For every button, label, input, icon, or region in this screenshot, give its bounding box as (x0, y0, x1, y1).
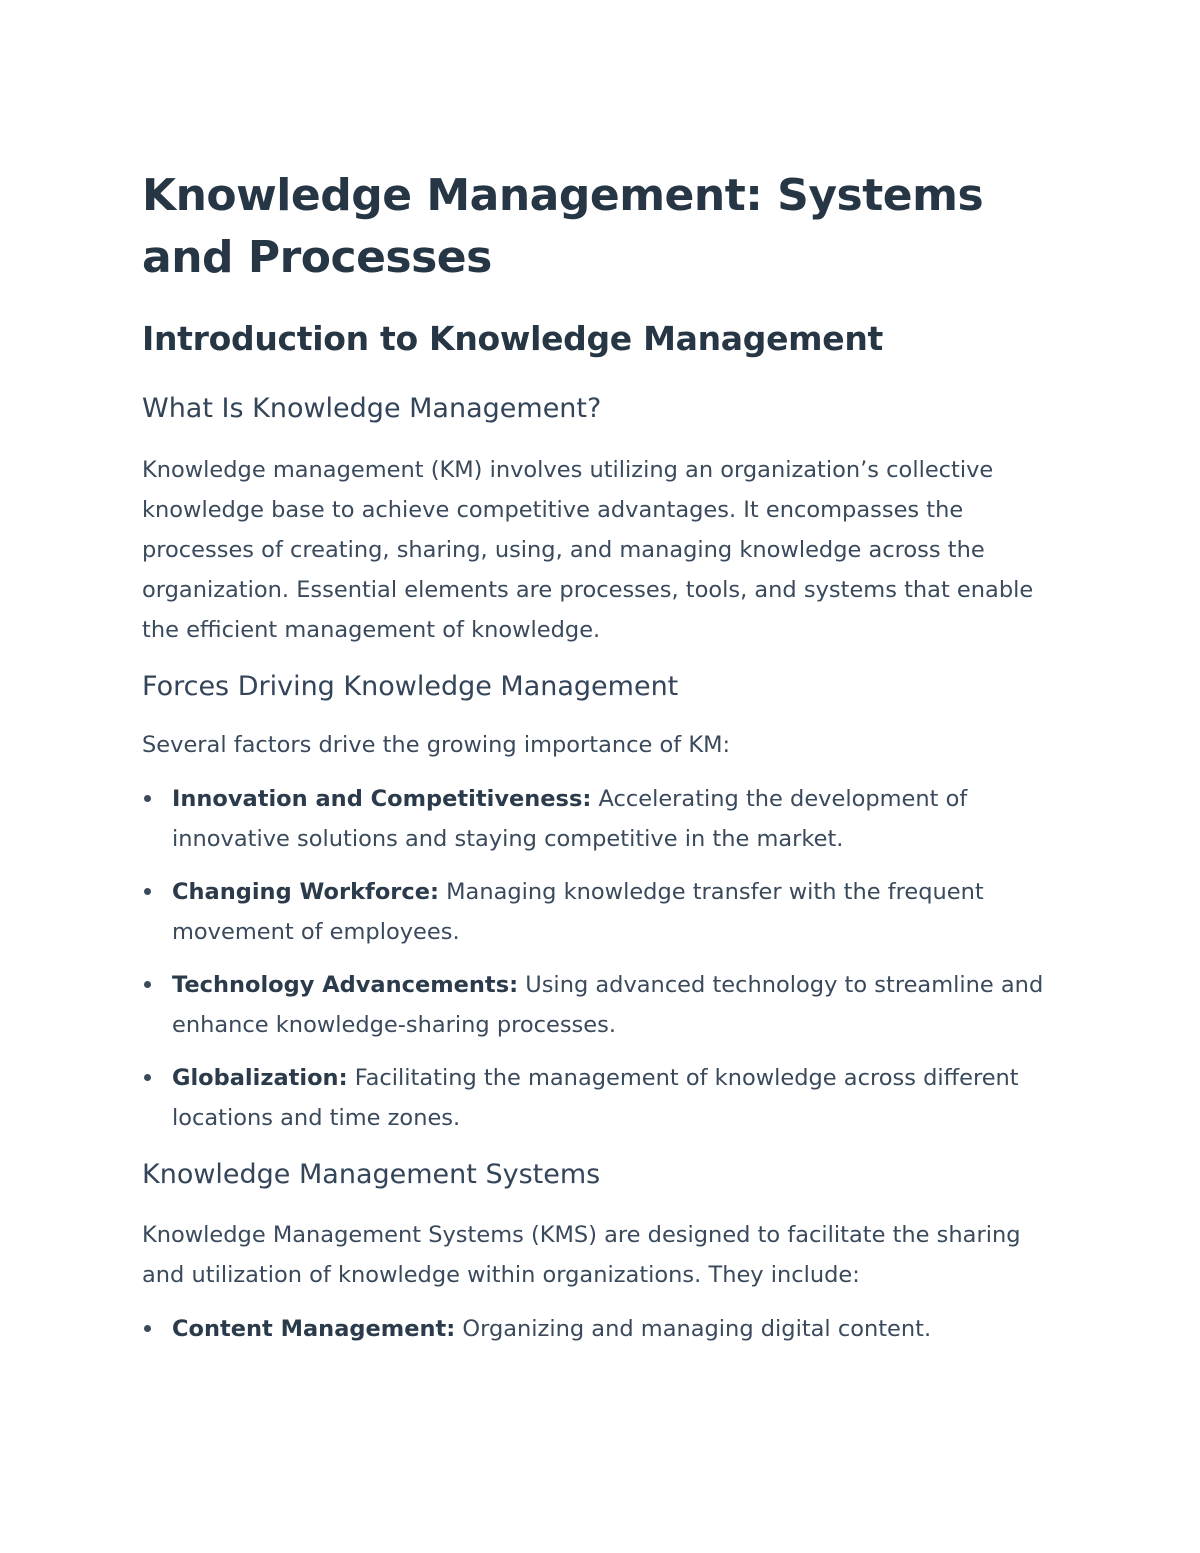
list-item-term: Technology Advancements: (172, 972, 519, 998)
bullet-icon (144, 1074, 151, 1081)
list-item (142, 779, 1062, 859)
list-item-term: Content Management: (172, 1316, 456, 1342)
forces-heading: Forces Driving Knowledge Management (142, 671, 679, 702)
list-item (142, 965, 1062, 1045)
list-item (142, 1058, 1062, 1138)
list-item-text: Managing knowledge transfer with the frequent movement of employees. (172, 879, 984, 945)
kms-list (142, 1309, 1062, 1362)
list-item (142, 1309, 1062, 1349)
list-item-term: Changing Workforce: (172, 879, 439, 905)
list-item-text: Facilitating the management of knowledge across different locations and time zones. (172, 1065, 1019, 1131)
list-item-term: Globalization: (172, 1065, 348, 1091)
section-heading: Introduction to Knowledge Management (142, 319, 883, 358)
list-item (142, 872, 1062, 952)
forces-list (142, 779, 1062, 1151)
list-item-term: Innovation and Competitiveness: (172, 786, 592, 812)
bullet-icon (144, 1325, 151, 1332)
kms-heading: Knowledge Management Systems (142, 1159, 601, 1190)
what-is-paragraph: Knowledge management (KM) involves utilizing an organization’s collective knowledge base to achieve competitive advantages. It encompasses the processes of creating, sharing, using, and managing knowledge across the organization. Essential elements are processes, tools, and systems that enable the efficient management of knowledge. (142, 457, 1034, 643)
what-is-heading: What Is Knowledge Management? (142, 393, 602, 424)
bullet-icon (144, 888, 151, 895)
kms-intro: Knowledge Management Systems (KMS) are designed to facilitate the sharing and utilization of knowledge within organizations. They include: (142, 1222, 1021, 1288)
document-title: Knowledge Management: Systems and Processes (142, 170, 984, 283)
list-item-text: Accelerating the development of innovative solutions and staying competitive in the market. (172, 786, 968, 852)
list-item-text: Organizing and managing digital content. (455, 1316, 932, 1342)
bullet-icon (144, 795, 151, 802)
bullet-icon (144, 981, 151, 988)
list-item-text: Using advanced technology to streamline and enhance knowledge-sharing processes. (172, 972, 1044, 1038)
forces-intro: Several factors drive the growing importance of KM: (142, 732, 731, 758)
